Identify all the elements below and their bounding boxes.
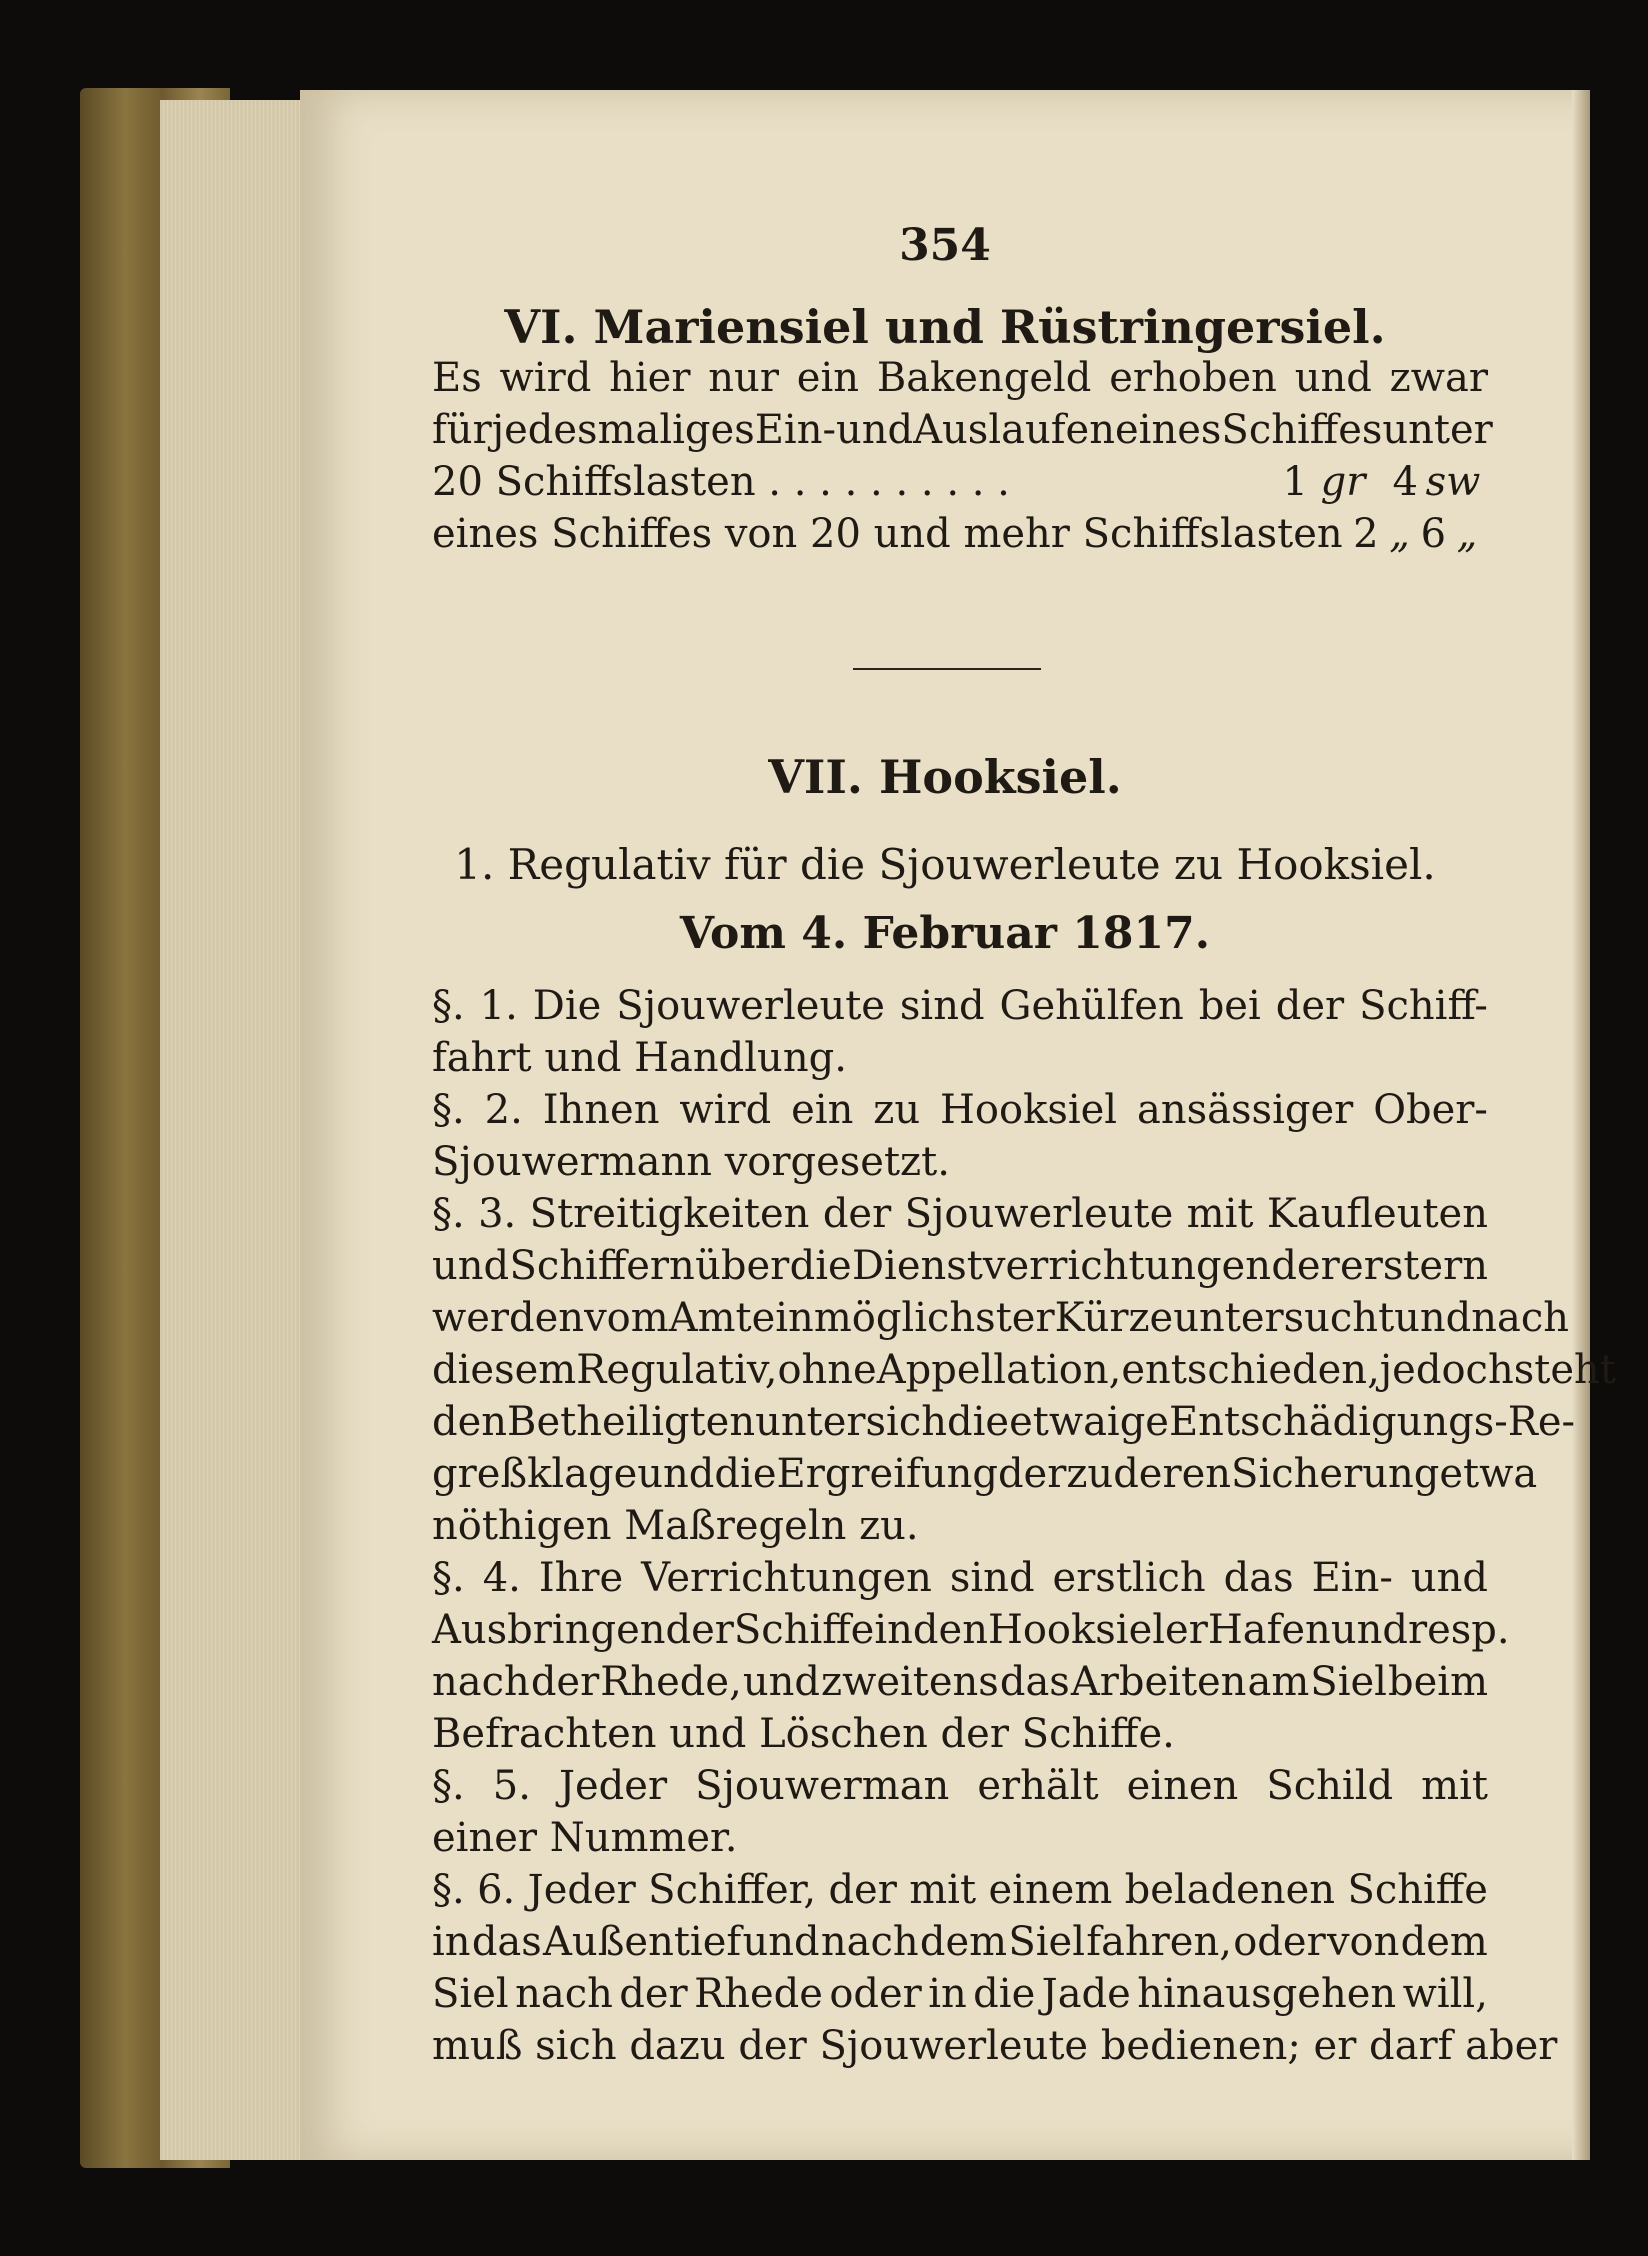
paragraph-first-line: §. 5. Jeder Sjouwerman erhält einen Schild mit	[432, 1763, 1488, 1809]
tariff-value: 4	[1392, 459, 1418, 505]
paragraph-line: nach der Rhede, und zweitens das Arbeiten am Siel beim	[432, 1659, 1488, 1705]
paragraph-line: den Betheiligten unter sich die etwaige Entschädigungs-Re-	[432, 1399, 1576, 1445]
text-line: für jedesmaliges Ein- und Auslaufen eines Schiffes unter	[432, 407, 1493, 453]
regulation-date: Vom 4. Februar 1817.	[679, 908, 1211, 959]
tariff-unit: sw	[1425, 459, 1481, 505]
section-6-heading: VI. Mariensiel und Rüstringersiel.	[504, 300, 1386, 354]
paragraph-line: fahrt und Handlung.	[432, 1035, 847, 1081]
tariff-label: eines Schiffes von 20 und mehr Schiffslasten	[432, 511, 1343, 557]
paragraph-first-line: §. 4. Ihre Verrichtungen sind erstlich das Ein- und	[432, 1555, 1488, 1601]
tariff-value: 1	[1282, 459, 1308, 505]
paragraph-line: muß sich dazu der Sjouwerleute bedienen; er darf aber	[432, 2023, 1558, 2069]
paragraph-line: und Schiffern über die Dienstverrichtungen der erstern	[432, 1243, 1488, 1289]
paragraph-line: nöthigen Maßregeln zu.	[432, 1503, 919, 1549]
page-edges	[160, 100, 320, 2160]
paragraph-line: einer Nummer.	[432, 1815, 738, 1861]
tariff-unit: „	[1456, 511, 1478, 557]
tariff-value: 6	[1420, 511, 1447, 557]
paragraph-first-line: §. 6. Jeder Schiffer, der mit einem beladenen Schiffe	[432, 1867, 1488, 1913]
paragraph-line: greßklage und die Ergreifung der zu deren Sicherung etwa	[432, 1451, 1538, 1497]
regulation-text	[432, 980, 1616, 2072]
paragraph-line: Ausbringen der Schiffe in den Hooksieler Hafen und resp.	[432, 1607, 1510, 1653]
paragraph-line: in das Außentief und nach dem Siel fahren, oder von dem	[432, 1919, 1488, 1965]
text-line: Es wird hier nur ein Bakengeld erhoben und zwar	[432, 355, 1488, 401]
paragraph-first-line: §. 1. Die Sjouwerleute sind Gehülfen bei der Schiff-	[432, 983, 1488, 1029]
section-divider	[853, 668, 1041, 670]
tariff-label: 20 Schiffslasten . . . . . . . . . .	[432, 459, 1010, 505]
paragraph-first-line: §. 2. Ihnen wird ein zu Hooksiel ansässiger Ober-	[432, 1087, 1488, 1133]
page-number: 354	[899, 220, 991, 271]
tariff-row	[432, 456, 1488, 508]
paragraph-line: werden vom Amte in möglichster Kürze untersucht und nach	[432, 1295, 1570, 1341]
page-gutter	[1572, 90, 1590, 2160]
tariff-unit: gr	[1320, 459, 1366, 505]
tariff-row	[432, 508, 1488, 560]
paragraph-line: diesem Regulativ, ohne Appellation, entschieden, jedoch steht	[432, 1347, 1616, 1393]
paragraph-line: Befrachten und Löschen der Schiffe.	[432, 1711, 1175, 1757]
section-7-heading: VII. Hooksiel.	[768, 750, 1122, 804]
tariff-value: 2	[1353, 511, 1379, 557]
section-7-subheading: 1. Regulativ für die Sjouwerleute zu Hooksiel.	[454, 840, 1436, 889]
paragraph-line: Sjouwermann vorgesetzt.	[432, 1139, 950, 1185]
paragraph-first-line: §. 3. Streitigkeiten der Sjouwerleute mit Kaufleuten	[432, 1191, 1488, 1237]
section-6-body	[432, 352, 1493, 560]
tariff-unit: „	[1389, 511, 1410, 557]
book-page	[300, 90, 1616, 2160]
paragraph-line: Siel nach der Rhede oder in die Jade hinausgehen will,	[432, 1971, 1488, 2017]
